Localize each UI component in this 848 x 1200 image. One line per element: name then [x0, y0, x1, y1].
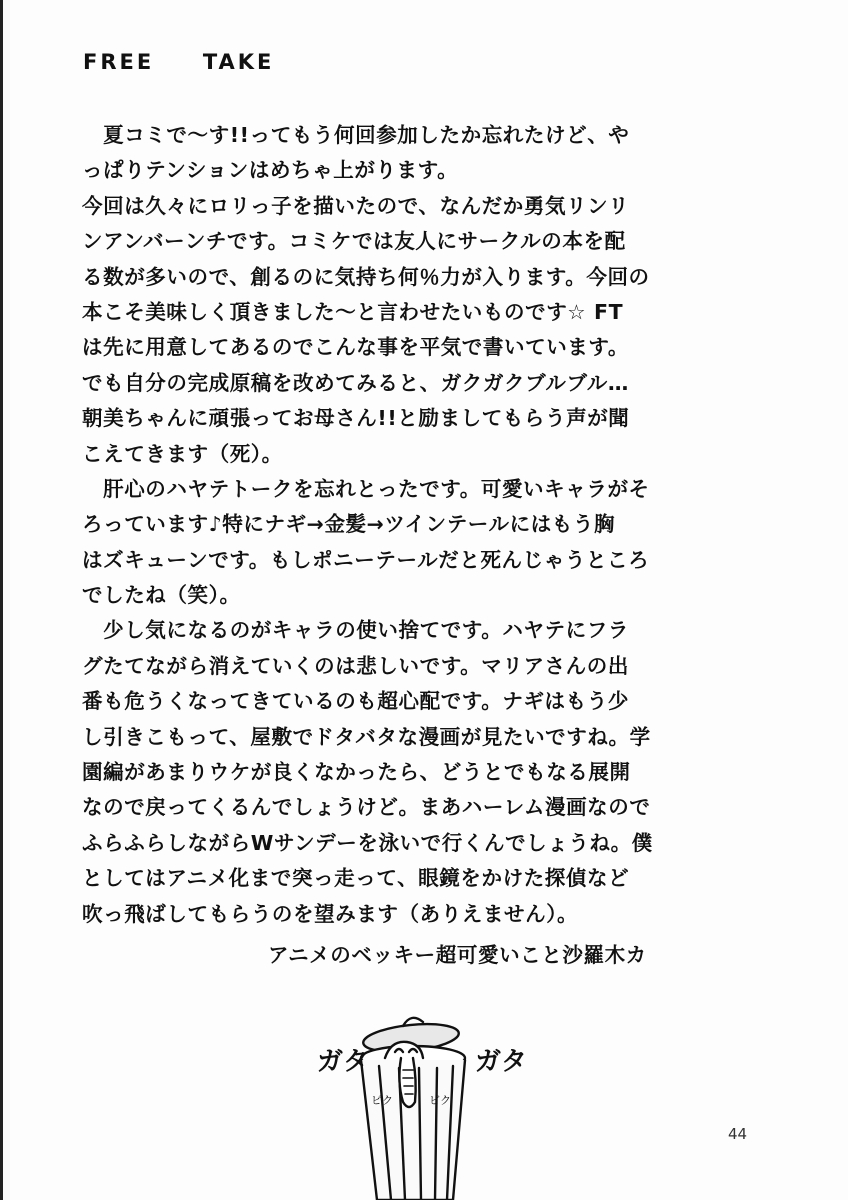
trash-can-illustration [315, 1000, 528, 1200]
text-line: る数が多いので、創るのに気持ち何％力が入ります。今回の [82, 264, 650, 289]
text-line: ふらふらしながらWサンデーを泳いで行くんでしょうね。僕 [82, 830, 653, 855]
text-line: としてはアニメ化まで突っ走って、眼鏡をかけた探偵など [82, 866, 630, 891]
text-line: でも自分の完成原稿を改めてみると、ガクガクブルブル… [82, 370, 629, 395]
text-line: 朝美ちゃんに頑張ってお母さん!!と励ましてもらう声が聞 [82, 406, 630, 431]
afterword-text [82, 118, 762, 932]
text-line: 夏コミで〜す!!ってもう何回参加したか忘れたけど、や [82, 123, 630, 147]
text-line: 吹っ飛ばしてもらうのを望みます（ありえません）。 [82, 901, 579, 926]
page-number: 44 [728, 1125, 748, 1143]
text-line: 園編があまりウケが良くなかったら、どうとでもなる展開 [82, 760, 631, 785]
page-edge [0, 0, 3, 1200]
text-line: 今回は久々にロリっ子を描いたので、なんだか勇気リンリ [82, 193, 630, 218]
text-line: し引きこもって、屋敷でドタバタな漫画が見たいですね。学 [82, 724, 651, 749]
text-line: 本こそ美味しく頂きました〜と言わせたいものです☆ FT [82, 299, 624, 324]
text-line: でしたね（笑）。 [82, 583, 241, 608]
text-line: 肝心のハヤテトークを忘れとったです。可愛いキャラがそ [82, 476, 650, 501]
sfx-biku-left: ビク [371, 1094, 393, 1107]
text-line: グたてながら消えていくのは悲しいです。マリアさんの出 [82, 653, 629, 678]
text-line: ろっています♪特にナギ→金髪→ツインテールにはもう胸 [82, 512, 616, 537]
author-signature: アニメのベッキー超可愛いこと沙羅木カ [268, 943, 647, 967]
page-header-title: FREE TAKE [83, 50, 275, 74]
sfx-biku-right: ビク [429, 1094, 451, 1107]
text-line: なので戻ってくるんでしょうけど。まあハーレム漫画なので [82, 795, 651, 820]
text-line: はズキューンです。もしポニーテールだと死んじゃうところ [82, 547, 650, 572]
text-line: ンアンバーンチです。コミケでは友人にサークルの本を配 [82, 229, 626, 254]
text-line: こえてきます（死）。 [82, 441, 283, 466]
sfx-gata-left: ガタ [317, 1047, 370, 1077]
text-line: 少し気になるのがキャラの使い捨てです。ハヤテにフラ [82, 618, 629, 643]
sfx-gata-right: ガタ [475, 1047, 528, 1077]
text-line: は先に用意してあるのでこんな事を平気で書いています。 [82, 335, 629, 360]
text-line: っぱりテンションはめちゃ上がります。 [82, 158, 459, 183]
text-line: 番も危うくなってきているのも超心配です。ナギはもう少 [82, 689, 629, 714]
